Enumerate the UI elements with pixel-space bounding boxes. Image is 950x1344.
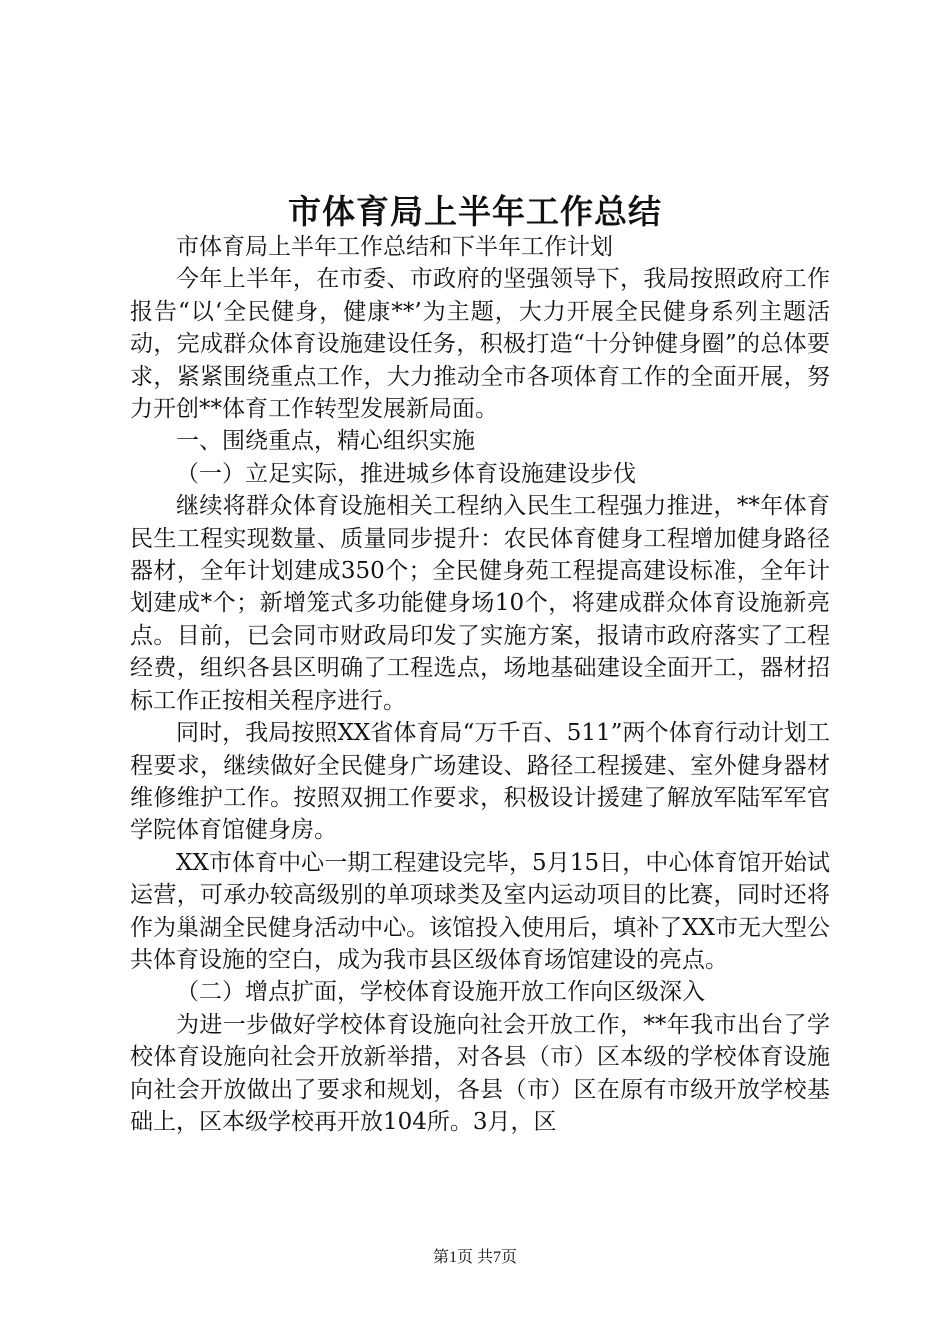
subtitle-paragraph: 市体育局上半年工作总结和下半年工作计划	[176, 234, 613, 260]
section-heading: 一、围绕重点，精心组织实施	[176, 428, 475, 455]
body-paragraph: 今年上半年，在市委、市政府的坚强领导下，我局按照政府工作报告“以‘全民健身，健康**’为主题，大力开展全民健身系列主题活动，完成群众体育设施建设任务，积极打造“十分钟健身圈”的总体要求，紧紧围绕重点工作，大力推动全市各项体育工作的全面开展，努力开创**体育工作转型发展新局面。	[130, 266, 830, 423]
document-title: 市体育局上半年工作总结	[288, 192, 662, 231]
body-paragraph: 继续将群众体育设施相关工程纳入民生工程强力推进，**年体育民生工程实现数量、质量同步提升：农民体育健身工程增加健身路径器材，全年计划建成350个；全民健身苑工程提高建设标准，全年计划建成*个；新增笼式多功能健身场10个，将建成群众体育设施新亮点。目前，已会同市财政局印发了实施方案，报请市政府落实了工程经费，组织各县区明确了工程选点，场地基础建设全面开工，器材招标工作正按相关程序进行。	[130, 493, 830, 714]
document-body	[130, 231, 830, 1138]
body-paragraph: 为进一步做好学校体育设施向社会开放工作，**年我市出台了学校体育设施向社会开放新举措，对各县（市）区本级的学校体育设施向社会开放做出了要求和规划，各县（市）区在原有市级开放学校基础上，区本级学校再开放104所。3月，区	[130, 1011, 830, 1135]
subsection-heading: （一）立足实际，推进城乡体育设施建设步伐	[176, 460, 636, 487]
body-paragraph: XX市体育中心一期工程建设完毕，5月15日，中心体育馆开始试运营，可承办较高级别的单项球类及室内运动项目的比赛，同时还将作为巢湖全民健身活动中心。该馆投入使用后，填补了XX市无大型公共体育设施的空白，成为我市县区级体育场馆建设的亮点。	[130, 849, 830, 973]
page-number-footer: 第1页 共7页	[432, 1249, 517, 1266]
body-paragraph: 同时，我局按照XX省体育局“万千百、511”两个体育行动计划工程要求，继续做好全民健身广场建设、路径工程援建、室外健身器材维修维护工作。按照双拥工作要求，积极设计援建了解放军陆军军官学院体育馆健身房。	[130, 720, 830, 844]
subsection-heading: （二）增点扩面，学校体育设施开放工作向区级深入	[176, 979, 705, 1006]
